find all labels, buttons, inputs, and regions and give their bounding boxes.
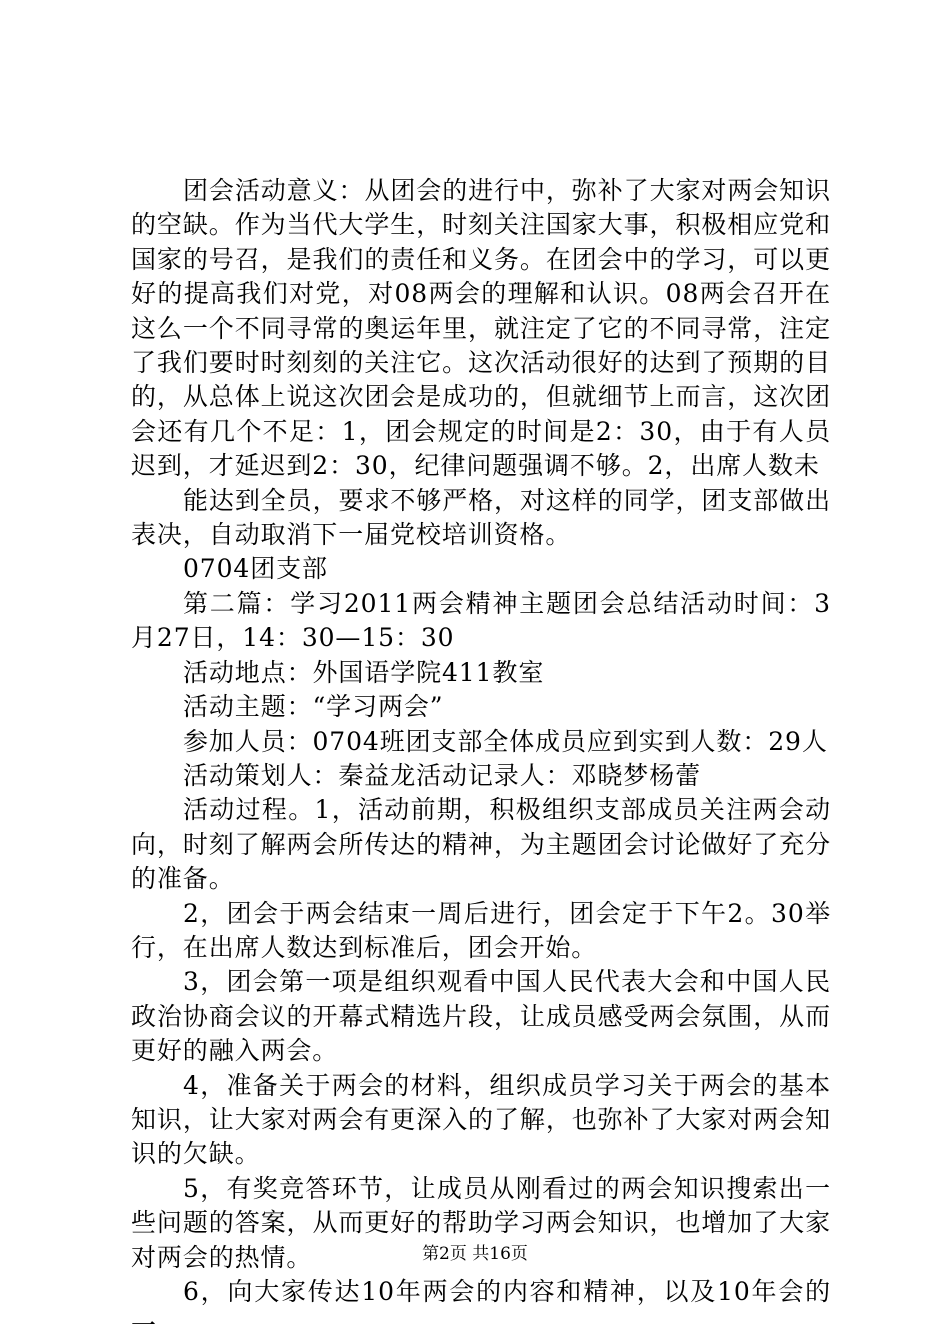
paragraph-process-step-1: 活动过程。1，活动前期，积极组织支部成员关注两会动向，时刻了解两会所传达的精神，为主题团会讨论做好了充分的准备。: [131, 795, 831, 894]
paragraph-participants: 参加人员：0704班团支部全体成员应到实到人数：29人: [183, 726, 828, 756]
paragraph-process-step-4: 4，准备关于两会的材料，组织成员学习关于两会的基本知识，让大家对两会有更深入的了解，也弥补了大家对两会知识的欠缺。: [131, 1070, 831, 1169]
paragraph-location: 活动地点：外国语学院411教室: [183, 657, 545, 687]
paragraph-process-step-2: 2，团会于两会结束一周后进行，团会定于下午2。30举行，在出席人数达到标准后，团会开始。: [131, 898, 831, 962]
paragraph-theme: 活动主题：“学习两会”: [183, 692, 444, 722]
paragraph-significance-continued: 能达到全员，要求不够严格，对这样的同学，团支部做出表决，自动取消下一届党校培训资格。: [131, 485, 831, 550]
document-body: [131, 174, 831, 1344]
paragraph-organizers: 活动策划人：秦益龙活动记录人：邓晓梦杨蕾: [183, 760, 702, 790]
paragraph-process-step-3: 3，团会第一项是组织观看中国人民代表大会和中国人民政治协商会议的开幕式精选片段，让成员感受两会氛围，从而更好的融入两会。: [131, 967, 831, 1066]
page-number-footer: 第2页 共16页: [422, 1244, 528, 1264]
paragraph-process-step-5: 5，有奖竞答环节，让成员从刚看过的两会知识搜索出一些问题的答案，从而更好的帮助学习两会知识，也增加了大家对两会的热情。: [131, 1173, 831, 1272]
paragraph-part-two-heading: 第二篇：学习2011两会精神主题团会总结活动时间：3月27日，14：30—15：30: [131, 588, 831, 653]
paragraph-process-step-6: 6，向大家传达10年两会的内容和精神，以及10年会的一: [131, 1277, 831, 1341]
paragraph-significance: 团会活动意义：从团会的进行中，弥补了大家对两会知识的空缺。作为当代大学生，时刻关注国家大事，积极相应党和国家的号召，是我们的责任和义务。在团会中的学习，可以更好的提高我们对党，对08两会的理解和认识。08两会召开在这么一个不同寻常的奥运年里，就注定了它的不同寻常，注定了我们要时时刻刻的关注它。这次活动很好的达到了预期的目的，从总体上说这次团会是成功的，但就细节上而言，这次团会还有几个不足：1，团会规定的时间是2：30，由于有人员迟到，才延迟到2：30，纪律问题强调不够。2，出席人数未: [131, 176, 831, 481]
paragraph-signature: 0704团支部: [183, 554, 328, 584]
